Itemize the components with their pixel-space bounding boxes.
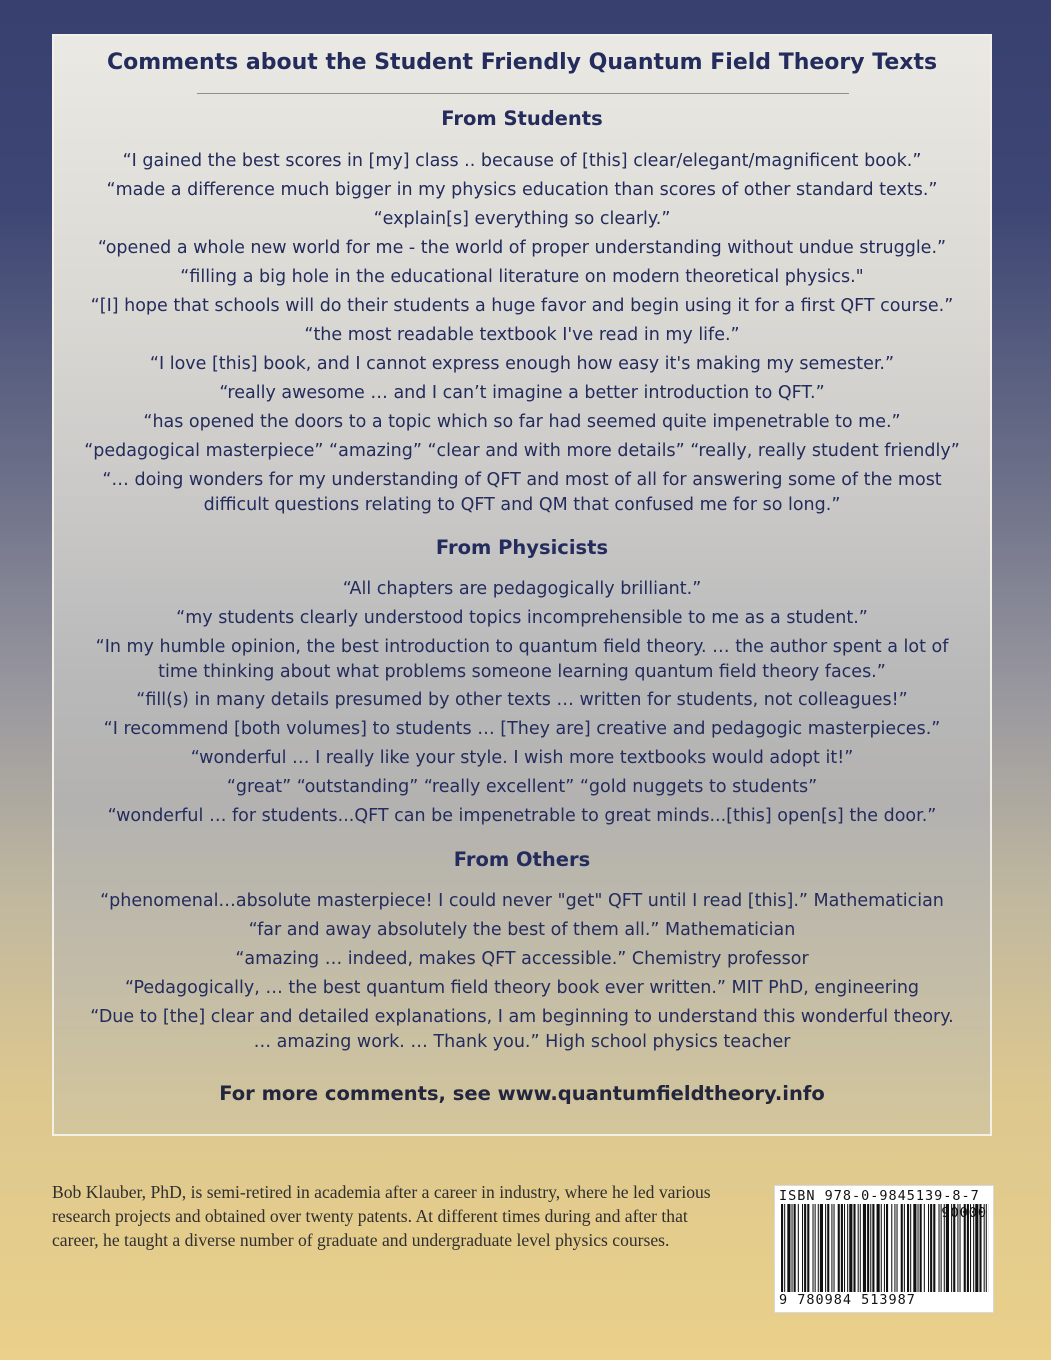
- author-bio: Bob Klauber, PhD, is semi-retired in academia after a career in industry, where he led various research projects and obtained over twenty patents. At different times during and after that career, he taught a diverse number of graduate and undergraduate level physics courses.: [52, 1182, 711, 1250]
- barcode-bar: [831, 1204, 832, 1292]
- isbn-label: ISBN 978-0-9845139-8-7: [779, 1188, 980, 1204]
- price-code: 90000: [941, 1205, 987, 1221]
- barcode-bar: [907, 1204, 909, 1292]
- page-title: Comments about the Student Friendly Quantum Field Theory Texts: [106, 50, 938, 75]
- others-quote-list: [64, 889, 980, 1054]
- quote-item: “phenomenal…absolute masterpiece! I could never "get" QFT until I read [this].” Mathematician: [100, 891, 944, 911]
- section-heading-physicists: From Physicists: [435, 536, 609, 559]
- barcode-bar: [798, 1204, 799, 1292]
- barcode-bar: [794, 1204, 796, 1292]
- title-divider: [197, 93, 849, 94]
- barcode-bar: [933, 1204, 935, 1292]
- barcode-bar: [928, 1204, 929, 1292]
- barcode-bar: [939, 1204, 940, 1292]
- barcode-bar: [818, 1204, 819, 1292]
- barcode-bar: [858, 1204, 859, 1292]
- barcode-bar: [807, 1204, 809, 1292]
- quote-item: “really awesome … and I can’t imagine a better introduction to QFT.”: [219, 383, 825, 403]
- quote-item: “wonderful … for students...QFT can be impenetrable to great minds...[this] open[s] the door.”: [107, 806, 937, 826]
- barcode-bar: [847, 1204, 848, 1292]
- barcode-bar: [904, 1204, 905, 1292]
- barcode-bar: [834, 1204, 835, 1292]
- barcode-bar: [867, 1204, 869, 1292]
- quote-item: “… doing wonders for my understanding of QFT and most of all for answering some of the most difficult questions relating to QFT and QM that confused me for so long.”: [102, 470, 942, 515]
- barcode-bar: [813, 1204, 814, 1292]
- quote-item: “opened a whole new world for me - the world of proper understanding without undue struggle.”: [97, 238, 947, 258]
- barcode-bar: [792, 1204, 793, 1292]
- barcode-bar: [870, 1204, 871, 1292]
- quote-item: “pedagogical masterpiece” “amazing” “clear and with more details” “really, really student friendly”: [84, 441, 960, 461]
- barcode-bar: [881, 1204, 882, 1292]
- quote-item: “great” “outstanding” “really excellent” “gold nuggets to students”: [226, 777, 818, 797]
- quote-item: “explain[s] everything so clearly.”: [373, 209, 671, 229]
- barcode-bar: [820, 1204, 823, 1292]
- quote-item: “All chapters are pedagogically brilliant.”: [342, 579, 702, 599]
- barcode-bar: [827, 1204, 829, 1292]
- barcode-bar: [849, 1204, 852, 1292]
- barcode-bar: [897, 1204, 898, 1292]
- barcode-bar: [886, 1204, 888, 1292]
- barcode-bar: [802, 1204, 803, 1292]
- barcode-bar: [804, 1204, 806, 1292]
- barcode-bar: [841, 1204, 843, 1292]
- quote-item: “my students clearly understood topics incomprehensible to me as a student.”: [176, 608, 868, 628]
- quote-item: “the most readable textbook I've read in my life.”: [304, 325, 740, 345]
- barcode-bar: [781, 1204, 783, 1292]
- barcode-bar: [863, 1204, 866, 1292]
- barcode-bar: [853, 1204, 855, 1292]
- barcode-bar: [884, 1204, 885, 1292]
- barcode-bar: [891, 1204, 892, 1292]
- more-comments-link[interactable]: For more comments, see www.quantumfieldtheory.info: [219, 1082, 825, 1105]
- quote-item: “I recommend [both volumes] to students … [They are] creative and pedagogic masterpieces.”: [103, 719, 941, 739]
- quote-item: “wonderful … I really like your style. I wish more textbooks would adopt it!”: [190, 748, 854, 768]
- barcode-bar: [838, 1204, 840, 1292]
- barcode-bar: [920, 1204, 922, 1292]
- barcode-bar: [930, 1204, 932, 1292]
- barcode-bar: [910, 1204, 911, 1292]
- barcode-bar: [784, 1204, 785, 1292]
- section-heading-students: From Students: [441, 107, 603, 130]
- barcode-bar: [918, 1204, 919, 1292]
- quote-item: “[I] hope that schools will do their students a huge favor and begin using it for a first QFT course.”: [90, 296, 954, 316]
- barcode-bar: [877, 1204, 880, 1292]
- quote-item: “Due to [the] clear and detailed explanations, I am beginning to understand this wonderful theory. … amazing work. … Thank you.” High school physics teacher: [90, 1007, 954, 1052]
- quote-item: “filling a big hole in the educational literature on modern theoretical physics.": [180, 267, 864, 287]
- quote-item: “I gained the best scores in [my] class .. because of [this] clear/elegant/magnificent book.”: [122, 151, 922, 171]
- barcode-bar: [825, 1204, 826, 1292]
- students-quote-list: [64, 149, 980, 517]
- section-heading-others: From Others: [453, 848, 591, 871]
- physicists-quote-list: [64, 577, 980, 833]
- barcode-bar: [815, 1204, 816, 1292]
- quote-item: “fill(s) in many details presumed by other texts … written for students, not colleagues!”: [136, 690, 908, 710]
- isbn-barcode: [774, 1185, 994, 1313]
- barcode-bar: [844, 1204, 845, 1292]
- barcode-bar: [913, 1204, 916, 1292]
- barcode-bar: [872, 1204, 874, 1292]
- quote-item: “I love [this] book, and I cannot express enough how easy it's making my semester.”: [149, 354, 895, 374]
- barcode-bar: [924, 1204, 925, 1292]
- comments-panel: [52, 34, 992, 1136]
- barcode-bar: [901, 1204, 903, 1292]
- ean-digits: 9 780984 513987: [779, 1292, 916, 1308]
- quote-item: “has opened the doors to a topic which so far had seemed quite impenetrable to me.”: [143, 412, 901, 432]
- quote-item: “In my humble opinion, the best introduction to quantum field theory. … the author spent a lot of time thinking about what problems someone learning quantum field theory faces.”: [95, 637, 949, 682]
- barcode-bar: [787, 1204, 790, 1292]
- barcode-bar: [860, 1204, 861, 1292]
- quote-item: “made a difference much bigger in my physics education than scores of other standard texts.”: [106, 180, 938, 200]
- quote-item: “Pedagogically, … the best quantum field theory book ever written.” MIT PhD, engineering: [124, 978, 920, 998]
- quote-item: “far and away absolutely the best of them all.” Mathematician: [248, 920, 796, 940]
- barcode-bar: [894, 1204, 895, 1292]
- quote-item: “amazing … indeed, makes QFT accessible.” Chemistry professor: [235, 949, 809, 969]
